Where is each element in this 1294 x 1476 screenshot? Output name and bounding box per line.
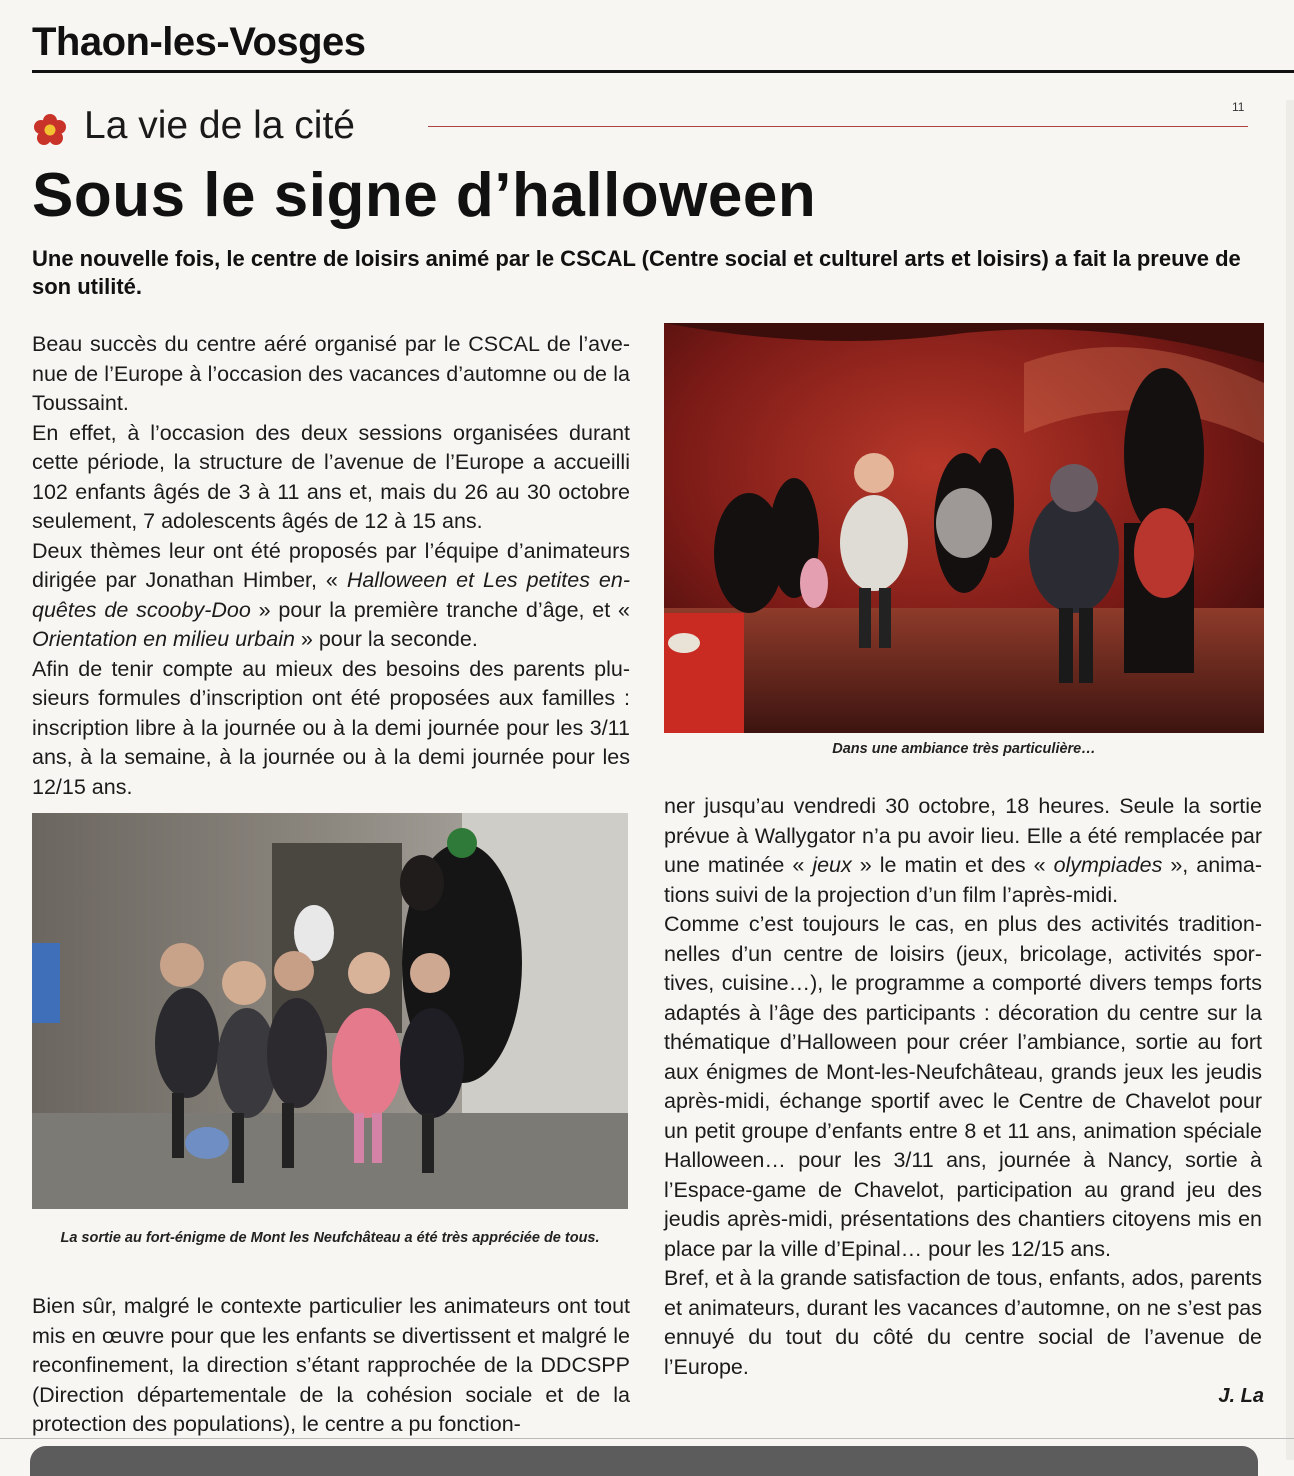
text-run: » le matin et des « bbox=[851, 853, 1054, 877]
text-run-italic: olympiades bbox=[1053, 853, 1163, 877]
paragraph: Bref, et à la grande satisfaction de tous, enfants, ados, parents et animateurs, durant les vacances d’automne, on ne s’est pas ennuyé du tout du côté du centre social de l’avenue de l’Europe. bbox=[664, 1266, 1262, 1379]
column-2-text bbox=[664, 792, 1262, 1382]
rubric-title: La vie de la cité bbox=[84, 104, 356, 147]
paragraph-continued bbox=[664, 792, 1262, 910]
photo-halloween-interior bbox=[664, 323, 1264, 733]
column-1-text bbox=[32, 330, 630, 802]
photo-fort-group bbox=[32, 813, 628, 1209]
text-run-italic: Orientation en milieu urbain bbox=[32, 627, 295, 651]
paragraph: Afin de tenir compte au mieux des besoins des parents plusieurs formules d’inscription ont été proposées aux familles : inscription libre à la journée ou à la demi journée pour les 3/11 ans, à la semaine, à la journée ou à la demi journée pour les 12/15 ans. bbox=[32, 656, 630, 799]
article-title: Sous le signe d’halloween bbox=[32, 161, 817, 230]
flower-icon bbox=[32, 112, 68, 148]
text-run: Deux thèmes leur ont été proposés par l’équipe d’animateurs dirigée par Jonathan Himber, « bbox=[32, 538, 630, 592]
paragraph: Beau succès du centre aéré organisé par le CSCAL de l’avenue de l’Europe à l’occasion des vacances d’automne ou de la Toussaint. bbox=[32, 332, 630, 415]
header-rule bbox=[32, 70, 1294, 73]
column-1-bottom-text bbox=[32, 1292, 630, 1440]
article-lede: Une nouvelle fois, le centre de loisirs animé par le CSCAL (Centre social et culturel arts et loisirs) a fait la preuve de son utilité. bbox=[32, 246, 1241, 299]
author-signature: J. La bbox=[1218, 1385, 1264, 1407]
paragraph: Bien sûr, malgré le contexte particulier les animateurs ont tout mis en œuvre pour que les enfants se divertissent et malgré le reconfinement, la direction s’étant rapprochée de la DDCSPP (Direction départementale de la cohésion sociale et de la protection des populations), le centre a pu fonction- bbox=[32, 1294, 630, 1436]
bottom-banner bbox=[30, 1446, 1258, 1476]
photo-2-caption: La sortie au fort-énigme de Mont les Neufchâteau a été très appréciée de tous. bbox=[60, 1230, 600, 1246]
paragraph: Comme c’est toujours le cas, en plus des activités traditionnelles d’un centre de loisirs (jeux, bricolage, activités sportives, cuisine…), le programme a comporté divers temps forts adaptés à l’âge des participants : décoration du centre sur la thématique d’Halloween pour créer l’ambiance, sortie au fort aux énigmes de Mont-les-Neufchâteau, grands jeux les jeudis après-midi, échange sportif avec le Centre de Chavelot pour un petit groupe d’enfants entre 8 et 11 ans, animation spéciale Halloween… pour les 3/11 ans, journée à Nancy, sortie à l’Espace-game de Chavelot, participation au grand jeu des jeudis après-midi, présentations des chantiers citoyens mis en place par la ville d’Epinal… pour les 12/15 ans. bbox=[664, 912, 1262, 1261]
text-run: ner jusqu’au vendredi 30 octobre, 18 heures. Seule la sortie prévue à Wallygator n’a pu avoir lieu. Elle a été remplacée par une matinée « bbox=[664, 794, 1262, 877]
photo-1-caption: Dans une ambiance très particulière… bbox=[832, 741, 1096, 757]
paragraph: En effet, à l’occasion des deux sessions organisées durant cette période, la structure de l’avenue de l’Europe a accueilli 102 enfants âgés de 3 à 11 ans et, mais du 26 au 30 octobre seulement, 7 adolescents âgés de 12 à 15 ans. bbox=[32, 420, 630, 533]
text-run: », animations suivi de la projection d’un film l’après-midi. bbox=[664, 853, 1262, 907]
adjacent-page-edge bbox=[1286, 100, 1294, 1460]
rubric-row bbox=[32, 102, 1257, 152]
text-run: » pour la seconde. bbox=[294, 627, 478, 651]
page-number: 11 bbox=[1232, 100, 1245, 114]
text-run-italic: Halloween et Les petites enquêtes de scooby-Doo bbox=[32, 568, 630, 622]
text-run-italic: jeux bbox=[812, 853, 852, 877]
rubric-rule bbox=[428, 126, 1248, 127]
town-heading: Thaon-les-Vosges bbox=[32, 20, 366, 64]
bottom-rule bbox=[0, 1438, 1294, 1439]
text-run: » pour la première tranche d’âge, et « bbox=[250, 597, 630, 622]
paragraph-themes bbox=[32, 537, 630, 655]
